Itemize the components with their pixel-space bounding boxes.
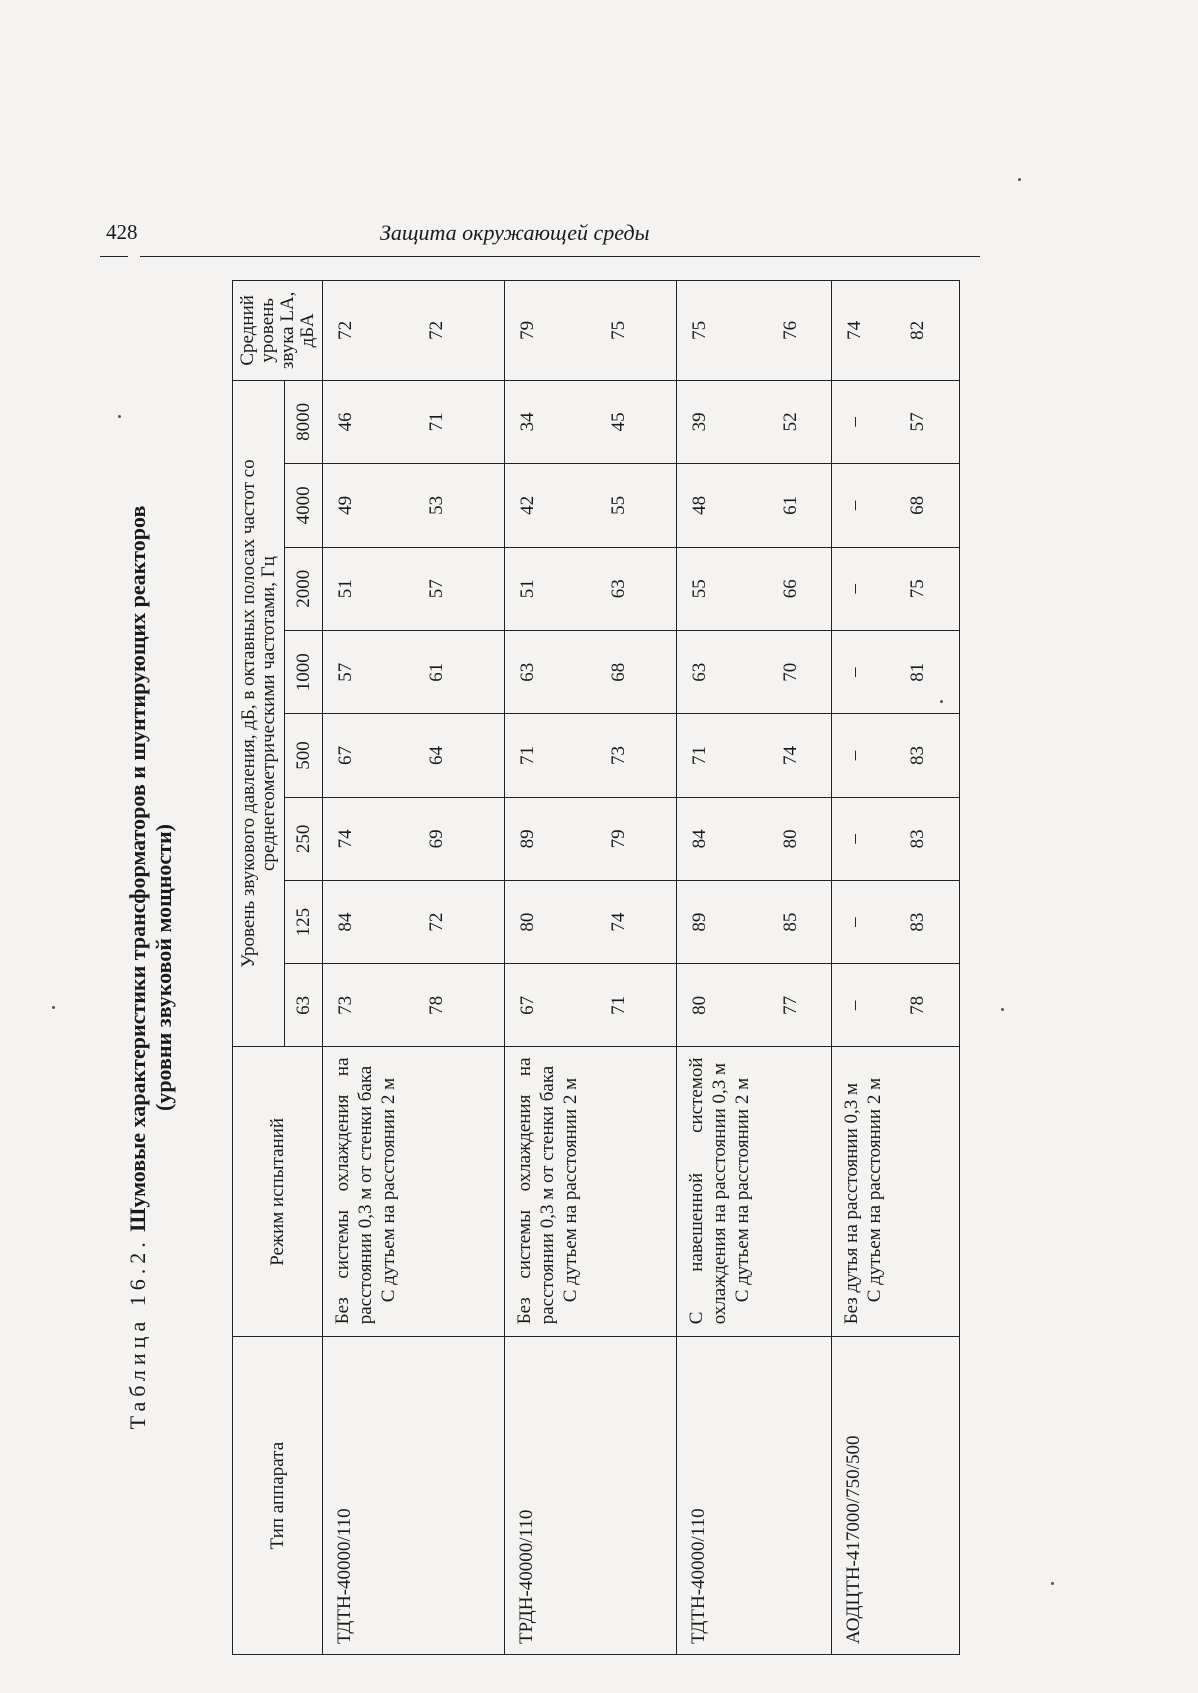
value: 83 — [907, 829, 928, 849]
value: 49 — [335, 495, 356, 515]
value: 51 — [335, 579, 356, 599]
header-frequency: 63 — [285, 964, 323, 1047]
value: 39 — [689, 412, 710, 432]
value: 63 — [608, 579, 629, 599]
table-row — [677, 281, 832, 1655]
value: 75 — [907, 579, 928, 599]
average-cell — [832, 281, 960, 381]
value: 79 — [608, 829, 629, 849]
value-cell — [677, 714, 832, 797]
value: – — [844, 750, 865, 761]
table-row — [323, 281, 505, 1655]
value: 64 — [426, 746, 447, 766]
value: 80 — [517, 912, 538, 932]
table-caption — [125, 280, 220, 1655]
value: 63 — [689, 662, 710, 682]
device-type: АОДЦТН-417000/750/500 — [832, 1337, 960, 1655]
value: 67 — [517, 995, 538, 1015]
value: 83 — [907, 912, 928, 932]
value: 85 — [780, 912, 801, 932]
value: 57 — [426, 579, 447, 599]
header-frequency: 125 — [285, 880, 323, 963]
value: 80 — [780, 829, 801, 849]
average-value: 72 — [426, 320, 447, 340]
device-type: ТДТН-40000/110 — [677, 1337, 832, 1655]
value: 72 — [426, 912, 447, 932]
table-row — [505, 281, 677, 1655]
running-head: Защита окружающей среды — [380, 220, 650, 245]
test-mode — [832, 1047, 960, 1337]
test-mode-line: Без системы охлаждения на расстоянии 0,3 м от стенки бака — [514, 1057, 558, 1325]
value: 63 — [517, 662, 538, 682]
value: – — [844, 917, 865, 927]
value: 83 — [907, 746, 928, 766]
header-frequency: 2000 — [285, 547, 323, 630]
value-cell — [677, 380, 832, 463]
value-cell — [505, 630, 677, 713]
value-cell — [832, 464, 960, 547]
device-type: ТДТН-40000/110 — [323, 1337, 505, 1655]
value: 57 — [907, 412, 928, 432]
value: 71 — [517, 746, 538, 766]
value: 68 — [608, 662, 629, 682]
value: 53 — [426, 495, 447, 515]
rotated-table-block — [125, 280, 970, 1655]
value-cell — [323, 880, 505, 963]
value: 70 — [780, 662, 801, 682]
value-cell — [505, 380, 677, 463]
value-cell — [677, 880, 832, 963]
average-cell — [505, 281, 677, 381]
average-value: 75 — [689, 320, 710, 340]
device-type: ТРДН-40000/110 — [505, 1337, 677, 1655]
value: 55 — [608, 495, 629, 515]
value: 81 — [907, 662, 928, 682]
value: 66 — [780, 579, 801, 599]
value: 57 — [335, 662, 356, 682]
value-cell — [677, 464, 832, 547]
value-cell — [677, 547, 832, 630]
value: 51 — [517, 579, 538, 599]
header-rule-short — [100, 256, 128, 257]
value-cell — [832, 797, 960, 880]
value-cell — [677, 797, 832, 880]
print-speck — [52, 1006, 55, 1009]
value-cell — [323, 714, 505, 797]
header-type: Тип аппарата — [233, 1337, 323, 1655]
value: 69 — [426, 829, 447, 849]
value: – — [844, 834, 865, 844]
value: – — [844, 1000, 865, 1011]
value: 71 — [689, 746, 710, 766]
noise-table — [232, 280, 960, 1655]
page-number: 428 — [106, 220, 138, 244]
header-frequency: 1000 — [285, 630, 323, 713]
caption-title: Шумовые характеристики трансформаторов и шунтирующих реакторов — [125, 505, 150, 1232]
value-cell — [677, 630, 832, 713]
average-value: 82 — [907, 320, 928, 340]
average-value: 75 — [608, 320, 629, 340]
value: 46 — [335, 412, 356, 432]
test-mode-line: Без системы охлаждения на расстоянии 0,3 м от стенки бака — [332, 1057, 376, 1325]
value-cell — [323, 964, 505, 1047]
print-speck — [118, 415, 121, 418]
value: 68 — [907, 495, 928, 515]
value-cell — [677, 964, 832, 1047]
value-cell — [323, 630, 505, 713]
table-wrap — [232, 280, 960, 1655]
print-speck — [1018, 178, 1021, 181]
value-cell — [323, 797, 505, 880]
value-cell — [505, 797, 677, 880]
value-cell — [832, 964, 960, 1047]
value: 73 — [608, 746, 629, 766]
value-cell — [832, 630, 960, 713]
value: 73 — [335, 995, 356, 1015]
average-cell — [677, 281, 832, 381]
average-value: 72 — [335, 320, 356, 340]
value: – — [844, 500, 865, 511]
print-speck — [1051, 1582, 1054, 1585]
value: 34 — [517, 412, 538, 432]
value-cell — [505, 547, 677, 630]
header-mode: Режим испытаний — [233, 1047, 323, 1337]
test-mode-line: С дутьем на расстоянии 2 м — [732, 1077, 753, 1303]
value: 61 — [426, 662, 447, 682]
test-mode-line: С дутьем на расстоянии 2 м — [864, 1077, 885, 1303]
value: 67 — [335, 746, 356, 766]
value: 74 — [335, 829, 356, 849]
average-value: 79 — [517, 320, 538, 340]
header-rule — [140, 256, 980, 257]
caption-label: Таблица 16.2. — [125, 1237, 150, 1430]
test-mode-line: С дутьем на расстоянии 2 м — [378, 1077, 399, 1303]
value-cell — [832, 880, 960, 963]
value: 71 — [608, 995, 629, 1015]
header-frequency: 500 — [285, 714, 323, 797]
value: 61 — [780, 495, 801, 515]
test-mode — [677, 1047, 832, 1337]
value: 78 — [426, 995, 447, 1015]
average-cell — [323, 281, 505, 381]
value-cell — [832, 714, 960, 797]
test-mode-line: С навешенной системой охлаждения на расстоянии 0,3 м — [686, 1057, 730, 1325]
value: – — [844, 417, 865, 427]
value: 77 — [780, 995, 801, 1015]
header-frequency-group: Уровень звукового давления, дБ, в октавных полосах частот со среднегеометрическими частотами, Гц — [233, 380, 285, 1047]
header-frequency: 4000 — [285, 464, 323, 547]
value: 89 — [689, 912, 710, 932]
value-cell — [505, 964, 677, 1047]
average-value: 74 — [844, 320, 865, 340]
value-cell — [323, 547, 505, 630]
value: 71 — [426, 412, 447, 432]
value: – — [844, 667, 865, 677]
value: 89 — [517, 829, 538, 849]
value: 74 — [780, 746, 801, 766]
value: 52 — [780, 412, 801, 432]
value: 78 — [907, 995, 928, 1015]
value-cell — [323, 464, 505, 547]
average-value: 76 — [780, 320, 801, 340]
print-speck — [1001, 1008, 1004, 1011]
value: 80 — [689, 995, 710, 1015]
value-cell — [323, 380, 505, 463]
test-mode-line: Без дутья на расстоянии 0,3 м — [841, 1082, 862, 1325]
value: – — [844, 584, 865, 594]
test-mode — [323, 1047, 505, 1337]
header-frequency: 8000 — [285, 380, 323, 463]
caption-subtitle: (уровни звуковой мощности) — [151, 824, 176, 1111]
value: 74 — [608, 912, 629, 932]
test-mode-line: С дутьем на расстоянии 2 м — [560, 1077, 581, 1303]
test-mode — [505, 1047, 677, 1337]
value: 42 — [517, 495, 538, 515]
value: 48 — [689, 495, 710, 515]
value-cell — [505, 464, 677, 547]
value: 84 — [689, 829, 710, 849]
value-cell — [832, 380, 960, 463]
value-cell — [505, 880, 677, 963]
value-cell — [505, 714, 677, 797]
header-frequency: 250 — [285, 797, 323, 880]
value: 84 — [335, 912, 356, 932]
value: 55 — [689, 579, 710, 599]
table-row — [832, 281, 960, 1655]
header-average-level: Средний уровень звука LA, дБА — [233, 281, 323, 381]
value: 45 — [608, 412, 629, 432]
value-cell — [832, 547, 960, 630]
